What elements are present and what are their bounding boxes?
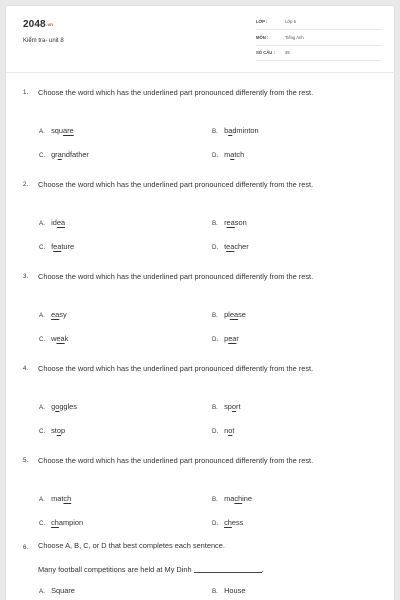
option-word: champion xyxy=(51,518,84,527)
underlined-part: ea xyxy=(51,310,60,319)
option-a[interactable] xyxy=(39,494,71,503)
option-word: reason xyxy=(224,218,247,227)
question-number: 1. xyxy=(23,89,29,96)
header-divider xyxy=(6,72,396,73)
meta-subject-value: Tiếng Anh xyxy=(285,35,304,40)
option-letter: B. xyxy=(212,496,218,503)
option-c[interactable] xyxy=(39,334,68,343)
meta-class-label: LỚP : xyxy=(256,19,268,24)
option-word: pear xyxy=(224,334,239,343)
option-b[interactable] xyxy=(212,494,252,503)
underlined-part: ch xyxy=(63,494,72,503)
underlined-part: are xyxy=(62,126,74,135)
underlined-part: ea xyxy=(226,218,235,227)
option-letter: A. xyxy=(39,496,45,503)
option-word: machine xyxy=(224,494,253,503)
option-a[interactable] xyxy=(39,402,77,411)
option-b[interactable]: B. House xyxy=(212,586,246,595)
option-word: chess xyxy=(224,518,244,527)
option-letter: D. xyxy=(212,244,219,251)
underlined-part: o xyxy=(228,426,233,435)
question-prompt: Choose the word which has the underlined part pronounced differently from the rest. xyxy=(38,364,314,373)
option-d[interactable] xyxy=(212,150,244,159)
question-number: 5. xyxy=(23,457,29,464)
option-word: match xyxy=(224,150,245,159)
question-prompt: Choose the word which has the underlined part pronounced differently from the rest. xyxy=(38,456,314,465)
question-number: 4. xyxy=(23,365,29,372)
option-c[interactable] xyxy=(39,518,83,527)
underlined-part: o xyxy=(231,402,236,411)
option-letter: D. xyxy=(212,152,219,159)
underlined-part: a xyxy=(228,126,233,135)
option-word: square xyxy=(51,126,74,135)
option-word: grandfather xyxy=(51,150,89,159)
option-a[interactable] xyxy=(39,218,65,227)
underlined-part: ea xyxy=(226,242,235,251)
underlined-part: ch xyxy=(234,494,243,503)
option-d[interactable] xyxy=(212,334,239,343)
meta-subject xyxy=(256,34,381,46)
site-logo[interactable]: 2048.vn xyxy=(23,19,53,30)
underlined-part: o xyxy=(56,426,61,435)
option-c[interactable] xyxy=(39,242,74,251)
option-word: weak xyxy=(51,334,69,343)
option-word: sport xyxy=(224,402,241,411)
option-letter: C. xyxy=(39,152,46,159)
question-prompt: Choose the word which has the underlined part pronounced differently from the rest. xyxy=(38,272,314,281)
underlined-part: ch xyxy=(51,518,59,527)
question-sentence: Many football competitions are held at My Dinh . xyxy=(38,565,264,574)
meta-class xyxy=(256,18,381,30)
answer-blank[interactable] xyxy=(194,566,262,573)
option-d[interactable] xyxy=(212,426,234,435)
option-word: stop xyxy=(51,426,66,435)
option-letter: C. xyxy=(39,336,46,343)
worksheet-title: Kiểm tra- unit 8 xyxy=(23,38,64,44)
underlined-part: a xyxy=(230,150,235,159)
question-number: 6. xyxy=(23,544,29,551)
option-letter: D. xyxy=(212,428,219,435)
option-letter: A. xyxy=(39,220,45,227)
meta-subject-label: MÔN : xyxy=(256,35,269,40)
option-word: please xyxy=(224,310,246,319)
option-word: goggles xyxy=(51,402,77,411)
meta-count-value: 35 xyxy=(285,50,290,55)
underlined-part: ea xyxy=(228,334,237,343)
option-word: feature xyxy=(51,242,75,251)
worksheet-header xyxy=(6,6,396,68)
option-word: teacher xyxy=(224,242,249,251)
option-d[interactable] xyxy=(212,518,243,527)
question-number: 3. xyxy=(23,273,29,280)
option-letter: A. xyxy=(39,128,45,135)
option-word: match xyxy=(51,494,72,503)
meta-question-count xyxy=(256,49,381,61)
option-a[interactable] xyxy=(39,126,74,135)
option-b[interactable] xyxy=(212,126,259,135)
option-letter: B. xyxy=(212,220,218,227)
underlined-part: o xyxy=(55,402,60,411)
question-prompt: Choose A, B, C, or D that best completes each sentence. xyxy=(38,541,225,550)
option-a[interactable]: A. Square xyxy=(39,586,75,595)
option-b[interactable] xyxy=(212,402,241,411)
question-number: 2. xyxy=(23,181,29,188)
option-word: not xyxy=(224,426,235,435)
option-letter: C. xyxy=(39,428,46,435)
underlined-part: ea xyxy=(56,218,66,227)
option-c[interactable] xyxy=(39,426,65,435)
option-letter: A. xyxy=(39,404,45,411)
option-c[interactable] xyxy=(39,150,89,159)
option-b[interactable] xyxy=(212,310,246,319)
option-letter: C. xyxy=(39,244,46,251)
underlined-part: ea xyxy=(56,334,65,343)
meta-class-value: Lớp 6 xyxy=(285,19,296,24)
option-word: badminton xyxy=(224,126,259,135)
underlined-part: ea xyxy=(229,310,239,319)
underlined-part: ea xyxy=(53,242,62,251)
option-letter: B. xyxy=(212,404,218,411)
option-letter: D. xyxy=(212,520,219,527)
option-letter: A. xyxy=(39,312,45,319)
option-letter: D. xyxy=(212,336,219,343)
meta-count-label: SỐ CÂU : xyxy=(256,50,275,55)
underlined-part: ch xyxy=(224,518,232,527)
question-prompt: Choose the word which has the underlined part pronounced differently from the rest. xyxy=(38,88,314,97)
option-word: idea xyxy=(51,218,66,227)
option-a[interactable] xyxy=(39,310,67,319)
question-prompt: Choose the word which has the underlined part pronounced differently from the rest. xyxy=(38,180,314,189)
option-letter: B. xyxy=(212,312,218,319)
option-d[interactable] xyxy=(212,242,249,251)
option-letter: C. xyxy=(39,520,46,527)
option-b[interactable] xyxy=(212,218,247,227)
worksheet-page xyxy=(5,5,395,600)
option-letter: B. xyxy=(212,128,218,135)
underlined-part: a xyxy=(57,150,62,159)
option-word: easy xyxy=(51,310,67,319)
